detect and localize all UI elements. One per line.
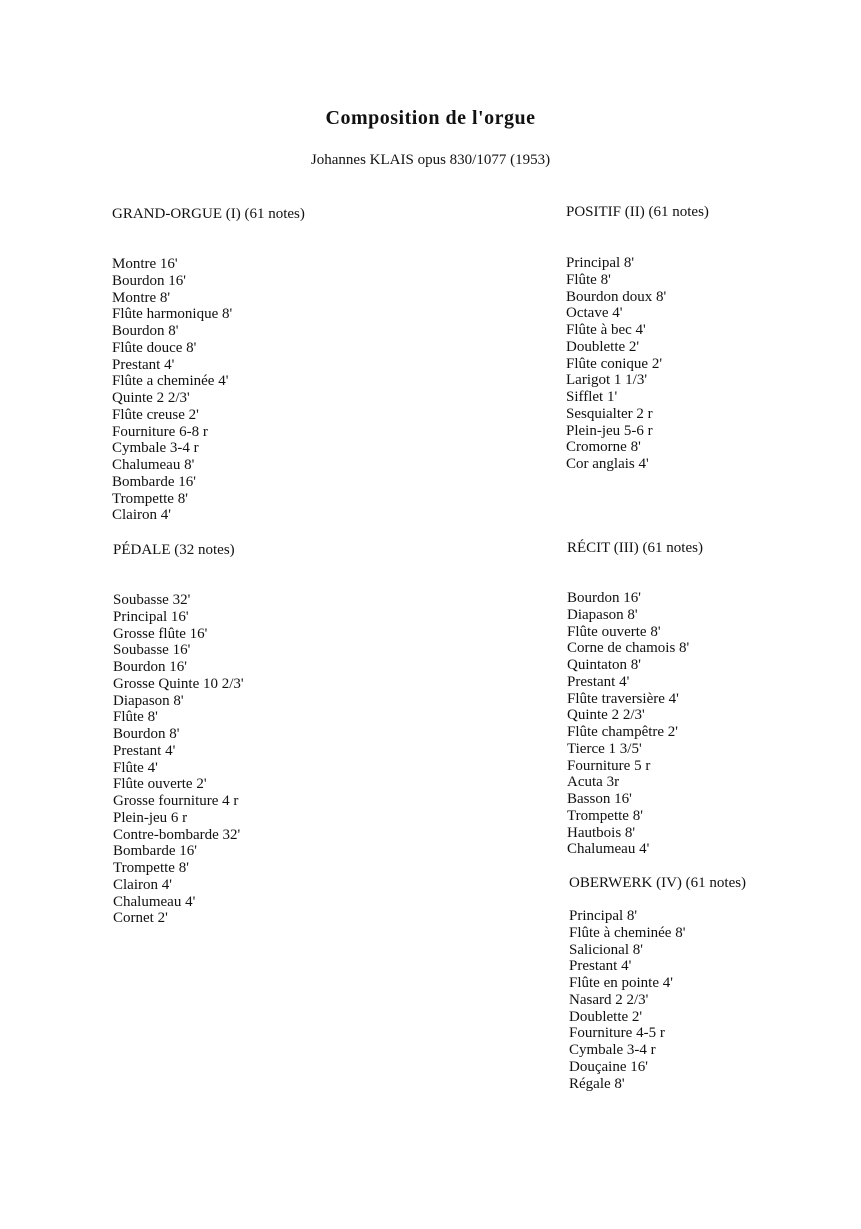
stop-item: Flûte harmonique 8' [112, 306, 233, 323]
stop-item: Quinte 2 2/3' [112, 390, 190, 406]
stop-item: Flûte 4' [113, 759, 158, 776]
stop-item: Quinte 2 2/3' [567, 707, 645, 724]
stop-item: Soubasse 16' [113, 642, 191, 659]
section-grand-orgue [112, 205, 305, 524]
stop-item: Flûte ouverte 8' [567, 623, 661, 640]
section-heading: OBERWERK (IV) (61 notes) [569, 875, 747, 891]
stop-item: Cromorne 8' [566, 439, 641, 456]
stop-item: Quintaton 8' [567, 657, 641, 673]
stop-item: Flûte champêtre 2' [567, 724, 678, 740]
stop-item: Basson 16' [567, 791, 632, 807]
section-positif [566, 203, 709, 473]
stop-item: Flûte à bec 4' [566, 322, 646, 338]
stop-item: Chalumeau 4' [567, 841, 650, 858]
section-heading: POSITIF (II) (61 notes) [566, 204, 709, 220]
stop-item: Hautbois 8' [567, 824, 636, 841]
stop-item: Bourdon doux 8' [566, 288, 667, 305]
stop-item: Cymbale 3-4 r [112, 440, 199, 457]
stop-list [112, 256, 305, 524]
stop-item: Chalumeau 4' [113, 893, 196, 910]
stop-list [113, 592, 244, 927]
stop-item: Nasard 2 2/3' [569, 991, 649, 1008]
stop-item: Montre 8' [112, 289, 171, 306]
stop-item: Soubasse 32' [113, 592, 191, 608]
stop-item: Bombarde 16' [113, 843, 197, 860]
stop-item: Flûte a cheminée 4' [112, 373, 229, 390]
stop-item: Trompette 8' [112, 490, 188, 507]
stop-item: Flûte en pointe 4' [569, 975, 673, 991]
stop-item: Bourdon 16' [112, 272, 186, 289]
stop-item: Sesquialter 2 r [566, 405, 653, 422]
section-pedale [113, 541, 244, 927]
stop-item: Bourdon 16' [113, 659, 187, 675]
section-heading: RÉCIT (III) (61 notes) [567, 540, 703, 556]
stop-item: Flûte traversière 4' [567, 690, 679, 707]
stop-item: Clairon 4' [113, 876, 172, 893]
section-oberwerk [569, 874, 746, 1092]
stop-list [569, 908, 746, 1092]
page-subtitle: Johannes KLAIS opus 830/1077 (1953) [310, 152, 551, 168]
stop-item: Bourdon 8' [112, 323, 179, 339]
stop-item: Doublette 2' [566, 338, 640, 355]
stop-item: Diapason 8' [113, 692, 184, 709]
stop-item: Fourniture 4-5 r [569, 1025, 665, 1042]
stop-item: Doublette 2' [569, 1008, 643, 1025]
stop-item: Diapason 8' [567, 606, 638, 623]
stop-item: Grosse fourniture 4 r [113, 793, 239, 809]
stop-item: Flûte 8' [113, 709, 158, 726]
stop-list [567, 590, 703, 858]
stop-item: Flûte à cheminée 8' [569, 924, 686, 941]
stop-item: Tierce 1 3/5' [567, 740, 642, 757]
stop-item: Prestant 4' [112, 356, 175, 373]
stop-item: Chalumeau 8' [112, 457, 195, 473]
stop-item: Cymbale 3-4 r [569, 1042, 656, 1058]
stop-item: Prestant 4' [567, 673, 630, 690]
page-title: Composition de l'orgue [325, 107, 536, 129]
stop-item: Montre 16' [112, 256, 178, 272]
stop-item: Octave 4' [566, 305, 623, 322]
stop-item: Sifflet 1' [566, 389, 618, 405]
section-heading: GRAND-ORGUE (I) (61 notes) [112, 206, 305, 222]
stop-item: Acuta 3r [567, 774, 620, 791]
stop-item: Contre-bombarde 32' [113, 826, 241, 843]
stop-item: Plein-jeu 5-6 r [566, 422, 653, 439]
stop-item: Flûte conique 2' [566, 355, 663, 372]
stop-item: Clairon 4' [112, 507, 171, 524]
stop-item: Principal 8' [566, 255, 635, 271]
stop-item: Grosse Quinte 10 2/3' [113, 675, 244, 692]
stop-item: Flûte 8' [566, 271, 611, 288]
stop-item: Flûte ouverte 2' [113, 776, 207, 793]
stop-item: Trompette 8' [113, 860, 189, 876]
stop-item: Flûte creuse 2' [112, 406, 199, 423]
stop-item: Grosse flûte 16' [113, 625, 208, 642]
stop-item: Douçaine 16' [569, 1058, 648, 1075]
stop-item: Bourdon 8' [113, 726, 180, 742]
stop-item: Régale 8' [569, 1075, 625, 1092]
stop-list [566, 255, 709, 473]
stop-item: Principal 16' [113, 608, 189, 625]
stop-item: Bombarde 16' [112, 473, 196, 490]
section-heading: PÉDALE (32 notes) [113, 542, 235, 558]
stop-item: Prestant 4' [113, 742, 176, 759]
stop-item: Bourdon 16' [567, 590, 641, 606]
stop-item: Salicional 8' [569, 941, 643, 958]
stop-item: Principal 8' [569, 908, 638, 924]
stop-item: Prestant 4' [569, 958, 632, 975]
stop-item: Trompette 8' [567, 807, 643, 824]
stop-item: Larigot 1 1/3' [566, 372, 648, 389]
stop-item: Cor anglais 4' [566, 456, 649, 472]
stop-item: Plein-jeu 6 r [113, 809, 188, 826]
stop-item: Fourniture 5 r [567, 757, 651, 774]
stop-item: Cornet 2' [113, 910, 168, 927]
stop-item: Fourniture 6-8 r [112, 423, 208, 440]
stop-item: Flûte douce 8' [112, 339, 197, 356]
stop-item: Corne de chamois 8' [567, 640, 690, 657]
section-recit [567, 539, 703, 858]
